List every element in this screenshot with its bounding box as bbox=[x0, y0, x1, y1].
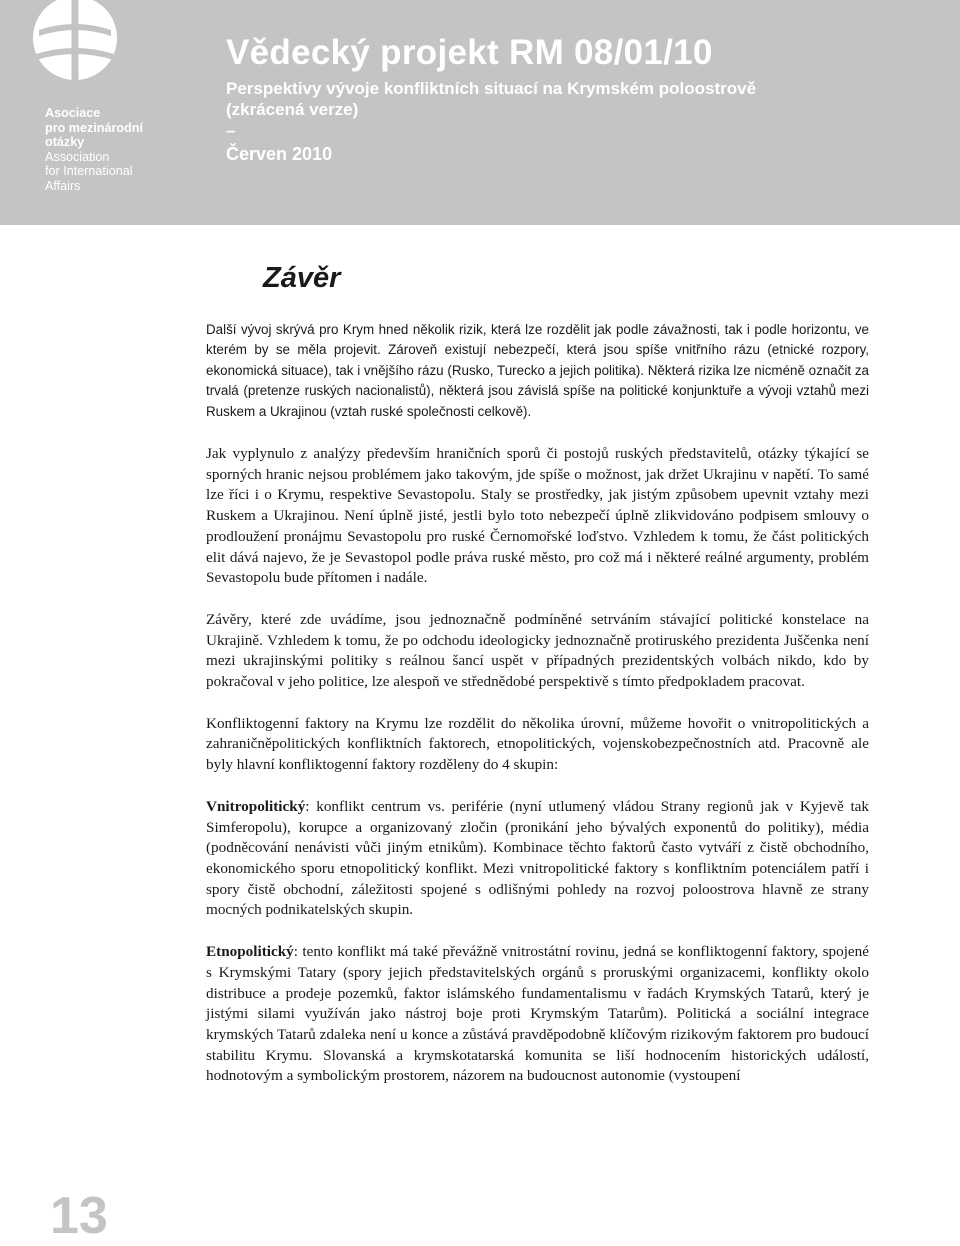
factor-text: : tento konflikt má také převážně vnitrostátní rovinu, jedná se konfliktogenní faktory, spojené s Krymskými Tatary (spory jejich představitelských orgánů s proruskými organizacemi, konflikty okolo distribuce a prodeje pozemků, faktor islámského fundamentalismu v řadách Krymských Tatarů, který je jistými silami využíván jako nástroj boje proti Krymským Tatarům). Politická a sociální integrace krymských Tatarů zdaleka není u konce a zůstává pravděpodobně klíčovým rizikovým faktorem pro budoucí stabilitu Krymu. Slovanská a krymskotatarská komunita se liší hodnocením historických událostí, hodnotovým a symbolickým prostorem, názorem na budoucnost autonomie (vystoupení bbox=[206, 943, 869, 1085]
org-line: pro mezinárodní bbox=[45, 120, 143, 135]
intro-paragraph: Další vývoj skrývá pro Krym hned několik rizik, která lze rozdělit jak podle závažnosti, tak i podle horizontu, ve kterém by se měla projevit. Zároveň existují nebezpečí, která jsou spíše vnitřního rázu (etnické rozpory, ekonomická situace), tak i vnějšího rázu (Rusko, Turecko a jejich politika). Některá rizika lze nicméně označit za trvalá (pretenze ruských nacionalistů), některá jsou závislá spíše na politické konjunktuře a vývoji vztahů mezi Ruskem a Ukrajinou (vztah ruské společnosti celkově). bbox=[206, 322, 869, 419]
subtitle-dash: – bbox=[226, 121, 236, 140]
paragraph-internal-political bbox=[206, 797, 869, 921]
factor-label: Etnopolitický bbox=[206, 943, 294, 961]
org-line: otázky bbox=[45, 135, 85, 149]
paragraph-ethnopolitical bbox=[206, 942, 869, 1087]
factor-label: Vnitropolitický bbox=[206, 797, 306, 815]
org-line: Affairs bbox=[45, 178, 81, 193]
paragraph: Jak vyplynulo z analýzy především hraničních sporů či postojů ruských představitelů, otázky týkající se sporných hranic nejsou problémem jako takovým, jde spíše o možnost, jak držet Ukrajinu v napětí. To samé lze říci i o Krymu, respektive Sevastopolu. Staly se prostředky, jak jistým způsobem upevnit vztahy mezi Ruskem a Ukrajinou. Není úplně jisté, jestli bylo toto nebezpečí úplně zlikvidováno podpisem smlouvy o prodloužení pronájmu Sevastopolu pro ruské Černomořské loďstvo. Vzhledem k tomu, že část politických elit dává najevo, že je Sevastopol podle práva ruské město, pro což má i některé reálné argumenty, problém Sevastopolu bude přítomen i nadále. bbox=[206, 445, 869, 587]
paragraph: Závěry, které zde uvádíme, jsou jednoznačně podmíněné setrváním stávající politické konstelace na Ukrajině. Vzhledem k tomu, že po odchodu ideologicky jednoznačně protiruského prezidenta Juščenka není mezi ukrajinskými politiky s reálnou šancí uspět v případných prezidentských volbách nikdo, kdo by pokračoval v jeho politice, lze alespoň ve střednědobé perspektivě s tímto předpokladem pracovat. bbox=[206, 610, 869, 691]
organization-name bbox=[45, 106, 205, 193]
paragraph: Konfliktogenní faktory na Krymu lze rozdělit do několika úrovní, můžeme hovořit o vnitropolitických a zahraničněpolitických konfliktních faktorech, etnopolitických, vojenskobezpečnostních atd. Pracovně ale byly hlavní konfliktogenní faktory rozděleny do 4 skupin: bbox=[206, 714, 869, 774]
org-line: Asociace bbox=[45, 106, 101, 120]
subtitle-line: (zkrácená verze) bbox=[226, 100, 359, 119]
section-body bbox=[206, 320, 869, 1108]
org-line: Association bbox=[45, 149, 110, 164]
document-subtitle bbox=[226, 78, 926, 141]
document-title: Vědecký projekt RM 08/01/10 bbox=[226, 33, 713, 72]
page-number: 13 bbox=[50, 1187, 108, 1245]
subtitle-line: Perspektivy vývoje konfliktních situací na Krymském poloostrově bbox=[226, 79, 757, 98]
factor-text: : konflikt centrum vs. periférie (nyní utlumený vládou Strany regionů jak v Kyjevě tak Simferopolu), korupce a organizovaný zločin (pronikání jeho bývalých exponentů do politiky), média (podněcování nenávisti vůči jiným etnikům). Kombinace těchto faktorů často vytváří z čistě obchodního, ekonomického sporu etnopolitický konflikt. Mezi vnitropolitické faktory s konfliktním potenciálem patří i spory čistě obchodní, záležitosti spojené s odlišnými pohledy na rozvoj poloostrova hlavně ze strany mocných podnikatelských skupin. bbox=[206, 797, 869, 919]
header-band bbox=[0, 0, 960, 225]
document-date: Červen 2010 bbox=[226, 144, 333, 164]
globe-cross-logo-icon bbox=[30, 0, 120, 95]
section-title: Závěr bbox=[263, 262, 341, 294]
org-line: for International bbox=[45, 164, 133, 178]
